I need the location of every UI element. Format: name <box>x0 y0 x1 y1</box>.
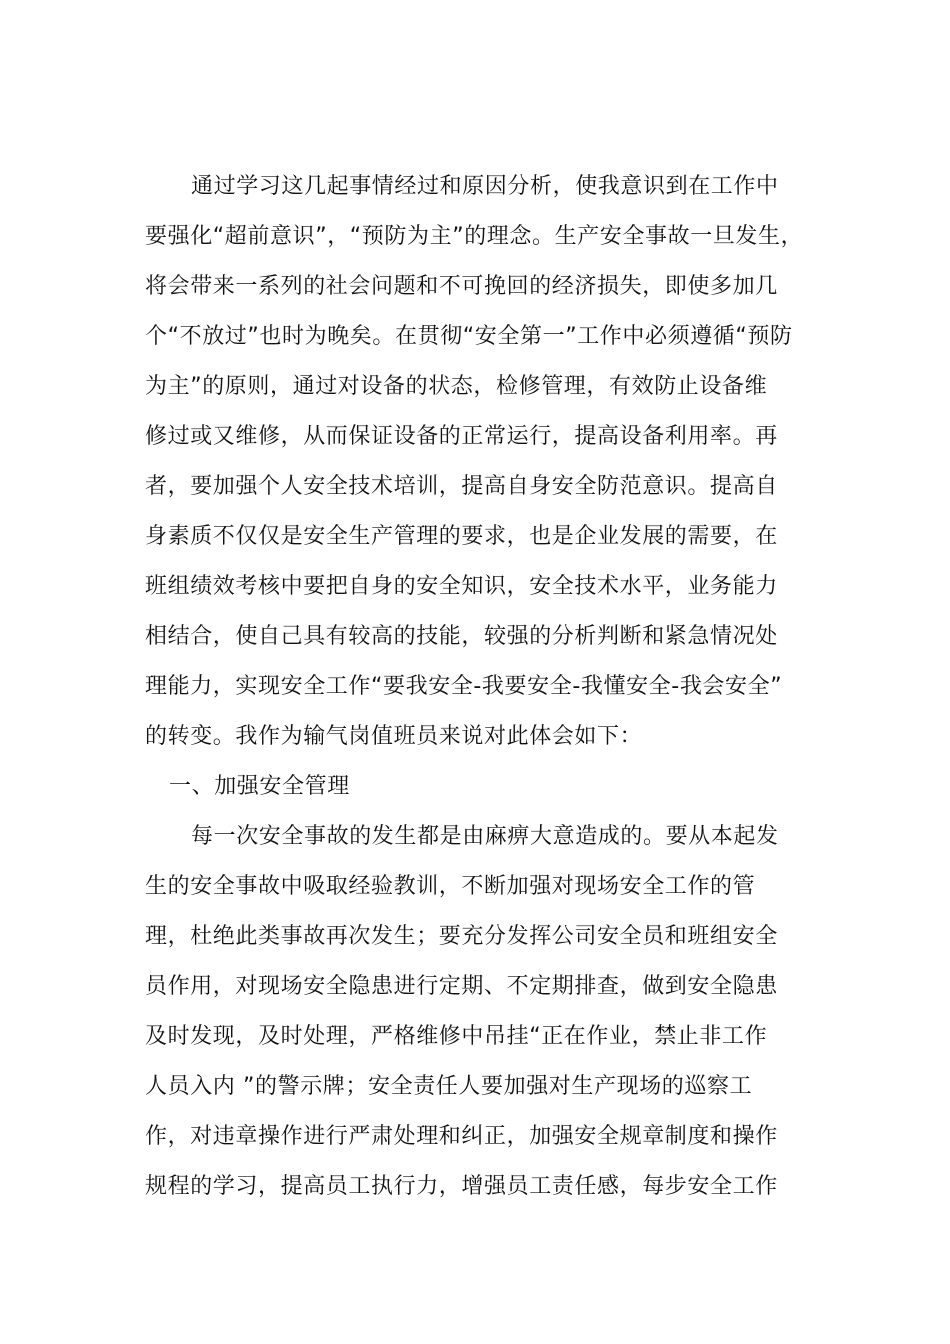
text-line: 修过或又维修，从而保证设备的正常运行，提高设备利用率。再 <box>145 424 778 449</box>
paragraph-safety-management <box>145 812 817 1212</box>
text-line: 理，杜绝此类事故再次发生；要充分发挥公司安全员和班组安全 <box>145 924 778 949</box>
text-line: 生的安全事故中吸取经验教训，不断加强对现场安全工作的管 <box>145 874 756 899</box>
text-line: 个“不放过”也时为晚矣。在贯彻“安全第一”工作中必须遵循“预防 <box>145 324 793 349</box>
text-line: 将会带来一系列的社会问题和不可挽回的经济损失，即使多加几 <box>145 274 778 299</box>
text-line: 理能力，实现安全工作“要我安全-我要安全-我懂安全-我会安全” <box>145 674 783 699</box>
text-line: 身素质不仅仅是安全生产管理的要求，也是企业发展的需要，在 <box>145 524 778 549</box>
text-line: 的转变。我作为输气岗值班员来说对此体会如下： <box>145 724 643 749</box>
text-line: 规程的学习，提高员工执行力，增强员工责任感，每步安全工作 <box>145 1174 778 1199</box>
text-line: 者，要加强个人安全技术培训，提高自身安全防范意识。提高自 <box>145 474 778 499</box>
text-line: 为主”的原则，通过对设备的状态，检修管理，有效防止设备维 <box>145 374 768 399</box>
text-line: 每一次安全事故的发生都是由麻痹大意造成的。要从本起发 <box>191 824 779 849</box>
text-line: 人员入内 ”的警示牌；安全责任人要加强对生产现场的巡察工 <box>145 1074 753 1099</box>
document-body <box>145 162 817 1212</box>
text-line: 相结合，使自己具有较高的技能，较强的分析判断和紧急情况处 <box>145 624 778 649</box>
text-line: 员作用，对现场安全隐患进行定期、不定期排查，做到安全隐患 <box>145 974 778 999</box>
section-heading: 一、加强安全管理 <box>169 774 350 799</box>
text-line: 及时发现，及时处理，严格维修中吊挂“正在作业，禁止非工作 <box>145 1024 768 1049</box>
paragraph-intro <box>145 162 817 762</box>
text-line: 班组绩效考核中要把自身的安全知识，安全技术水平，业务能力 <box>145 574 778 599</box>
text-line: 作，对违章操作进行严肃处理和纠正，加强安全规章制度和操作 <box>145 1124 778 1149</box>
text-line: 要强化“超前意识”，“预防为主”的理念。生产安全事故一旦发生， <box>145 224 804 249</box>
text-line: 通过学习这几起事情经过和原因分析，使我意识到在工作中 <box>191 174 779 199</box>
